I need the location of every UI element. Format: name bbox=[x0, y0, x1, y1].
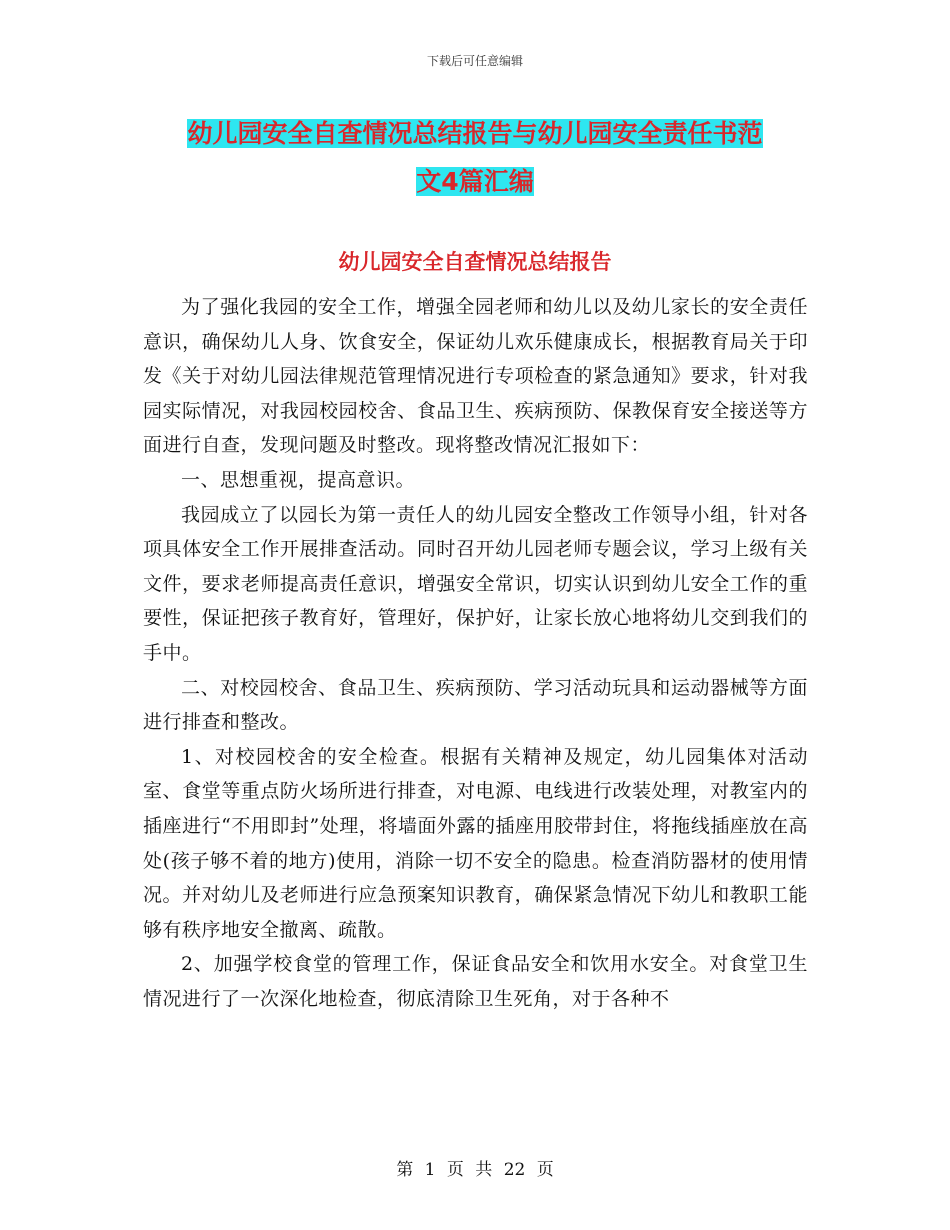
page-footer: 第 1 页 共 22 页 bbox=[396, 1160, 554, 1180]
document-title-line-1: 幼儿园安全自查情况总结报告与幼儿园安全责任书范 bbox=[187, 119, 763, 148]
paragraph-campus-safety: 1、对校园校舍的安全检查。根据有关精神及规定，幼儿园集体对活动室、食堂等重点防火场所进行排查，对电源、电线进行改装处理，对教室内的插座进行“不用即封”处理，将墙面外露的插座用胶带封住，将拖线插座放在高处(孩子够不着的地方)使用，消除一切不安全的隐患。检查消防器材的使用情况。并对幼儿及老师进行应急预案知识教育，确保紧急情况下幼儿和教职工能够有秩序地安全撤离、疏散。 bbox=[143, 745, 808, 941]
header-note: 下载后可任意编辑 bbox=[426, 54, 523, 68]
paragraph-leadership: 我园成立了以园长为第一责任人的幼儿园安全整改工作领导小组，针对各项具体安全工作开展排查活动。同时召开幼儿园老师专题会议，学习上级有关文件，要求老师提高责任意识，增强安全常识，切实认识到幼儿安全工作的重要性，保证把孩子教育好，管理好，保护好，让家长放心地将幼儿交到我们的手中。 bbox=[143, 503, 808, 664]
paragraph-heading-2: 二、对校园校舍、食品卫生、疾病预防、学习活动玩具和运动器械等方面进行排查和整改。 bbox=[143, 676, 808, 734]
paragraph-heading-1: 一、思想重视，提高意识。 bbox=[181, 468, 416, 491]
document-title bbox=[130, 110, 820, 206]
paragraph-intro: 为了强化我园的安全工作，增强全园老师和幼儿以及幼儿家长的安全责任意识，确保幼儿人身、饮食安全，保证幼儿欢乐健康成长，根据教育局关于印发《关于对幼儿园法律规范管理情况进行专项检查的紧急通知》要求，针对我园实际情况，对我园校园校舍、食品卫生、疾病预防、保教保育安全接送等方面进行自查，发现问题及时整改。现将整改情况汇报如下： bbox=[143, 296, 808, 457]
section-title: 幼儿园安全自查情况总结报告 bbox=[338, 250, 612, 274]
paragraph-canteen-safety: 2、加强学校食堂的管理工作，保证食品安全和饮用水安全。对食堂卫生情况进行了一次深化地检查，彻底清除卫生死角，对于各种不 bbox=[143, 953, 808, 1010]
document-body bbox=[143, 290, 808, 1016]
document-title-line-2: 文4篇汇编 bbox=[416, 167, 534, 196]
